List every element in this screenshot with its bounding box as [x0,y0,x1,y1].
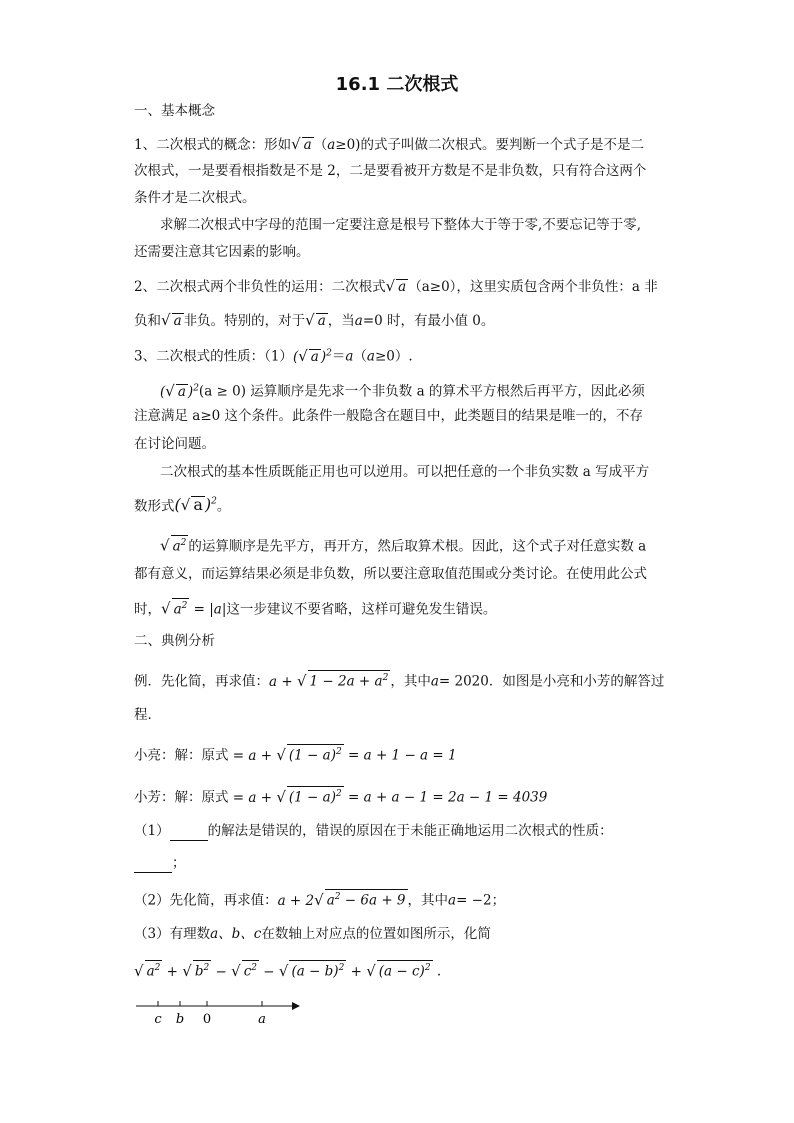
text: =0 时，有最小值 0。 [362,313,495,329]
text: 这一步建议不要省略，这样可避免发生错误。 [226,601,497,618]
radicand-a: a [303,137,312,153]
concept1-line3: 条件才是二次根式。 [134,190,256,206]
text: 小亮：解：原式 [134,747,229,764]
concept3-para1-line2: 注意满足 a≥0 这个条件。此条件一般隐含在题目中，此类题目的结果是唯一的，不存 [134,408,644,424]
concept3-line1: 3、二次根式的性质：（1）(√ a )$^2$＝a（a≥0）. [134,346,413,365]
answer-blank[interactable] [170,826,208,841]
text: 负和 [134,313,161,329]
text: (a ≥ 0) 运算顺序是先求一个非负数 a 的算术平方根然后再平方，因此必须 [198,383,645,400]
number-line-label-0: 0 [202,1012,212,1027]
xiaoliang-solution: 小亮：解：原式 = a + √ $(1 - a)^2 = a + 1 - a = 1$ [134,745,457,764]
concept2-line2: 负和√ a 非负。特别的，对于√ a ，当a=0 时，有最小值 0。 [134,311,495,329]
text: （1） [134,823,170,839]
text: 非负。特别的，对于 [183,313,306,329]
section-example-analysis: 二、典例分析 [134,633,215,649]
concept1-line1: 1、二次根式的概念：形如√ a （a≥0)的式子叫做二次根式。要判断一个式子是不是二 [134,135,644,153]
text: ＝ [331,348,346,365]
question3-line1 [134,924,491,944]
text: 小芳：解：原式 [134,789,229,806]
question2: （2）先化简，再求值：a + 2√ $a^2 - 6a + 9$ ，其中a= −2； [134,890,506,909]
number-line-diagram [134,992,304,1028]
example-line2: 程． [134,707,161,723]
text: = −2； [456,892,506,909]
concept1-line2: 次根式，一是要看根指数是不是 2，二是要看被开方数是不是非负数，只有符合这两个 [134,163,647,179]
text: 时， [134,601,161,618]
question3-expression: √ $a^2$ + √ $b^2$ − √ $c^2$ − √ $(a - b)^2$ + √ $(a - c)^2$ . [134,961,442,980]
answer-blank[interactable] [134,858,172,873]
concept3-para2-line1: 二次根式的基本性质既能正用也可以逆用。可以把任意的一个非负实数 a 写成平方 [160,464,650,480]
text: ，当 [327,313,355,329]
text: （ [313,137,328,153]
xiaofang-solution: 小芳：解：原式 = a + √ $(1 - a)^2 = a + a - 1 = 2a - 1 = 4039$ [134,787,548,806]
text: 2、二次根式两个非负性的运用：二次根式 [134,279,386,295]
concept3-para3-line3: 时，√ $a^2 = |a|$这一步建议不要省略，这样可避免发生错误。 [134,599,497,618]
number-line-label-a: a [258,1012,266,1027]
section-basic-concepts: 一、基本概念 [134,103,215,119]
text: 的运算顺序是先平方，再开方，然后取算术根。因此，这个式子对任意实数 a [188,538,647,555]
text: ； [172,855,186,871]
concept2-line1: 2、二次根式两个非负性的运用：二次根式√ a （a≥0），这里实质包含两个非负性：a 非 [134,277,658,295]
concept3-para3-line2: 都有意义，而运算结果必须是非负数，所以要注意取值范围或分类讨论。在使用此公式 [134,566,647,582]
concept3-para1-line1: (√ a )$^2$(a ≥ 0) 运算顺序是先求一个非负数 a 的算术平方根然后再平方，因此必须 [160,381,645,400]
math-text: = a + 1 − a = 1 [348,747,457,764]
text: （3）有理数 [134,926,211,942]
text: 数形式 [134,498,175,515]
text: ≥0）. [374,348,413,365]
text: （ [353,348,367,365]
concept1-line5: 还需要注意其它因素的影响。 [134,244,310,260]
text: 在数轴上对应点的位置如图所示，化简 [261,926,491,942]
concept3-para1-line3: 在讨论问题。 [134,436,215,452]
text: 的解法是错误的，错误的原因在于未能正确地运用二次根式的性质： [207,823,613,839]
question1-line2 [134,853,186,873]
question1-line1 [134,821,613,841]
arrow-right-icon [292,1002,300,1010]
text: = 2020．如图是小亮和小芳的解答过 [438,673,665,690]
text: 1、二次根式的概念：形如 [134,137,292,153]
concept3-para2-line2: 数形式(√ a )$^2$。 [134,495,231,515]
concept1-line4: 求解二次根式中字母的范围一定要注意是根号下整体大于等于零,不要忘记等于零, [160,217,642,233]
math-text: a、b、c [210,926,262,942]
text: ，其中 [390,673,431,690]
text: ，其中 [407,892,449,909]
example-line1: 例．先化简，再求值：a + √ $1 - 2a + a^2$ ，其中a= 2020．如图是小亮和小芳的解答过 [134,671,665,690]
text: （2）先化简，再求值： [134,892,278,909]
number-line-label-c: c [154,1012,162,1027]
number-line-label-b: b [175,1012,185,1027]
math-text: = a + a − 1 = 2a − 1 = 4039 [348,789,548,806]
page-title: 16.1 二次根式 [335,74,459,95]
text: 例．先化简，再求值： [134,673,269,690]
text: （a≥0），这里实质包含两个非负性：a 非 [408,279,658,295]
text: ≥0)的式子叫做二次根式。要判断一个式子是不是二 [335,137,644,153]
concept3-para3-line1: √ $a^2$ 的运算顺序是先平方，再开方，然后取算术根。因此，这个式子对任意实数 a [160,536,647,555]
text: 3、二次根式的性质：（1） [134,348,293,365]
